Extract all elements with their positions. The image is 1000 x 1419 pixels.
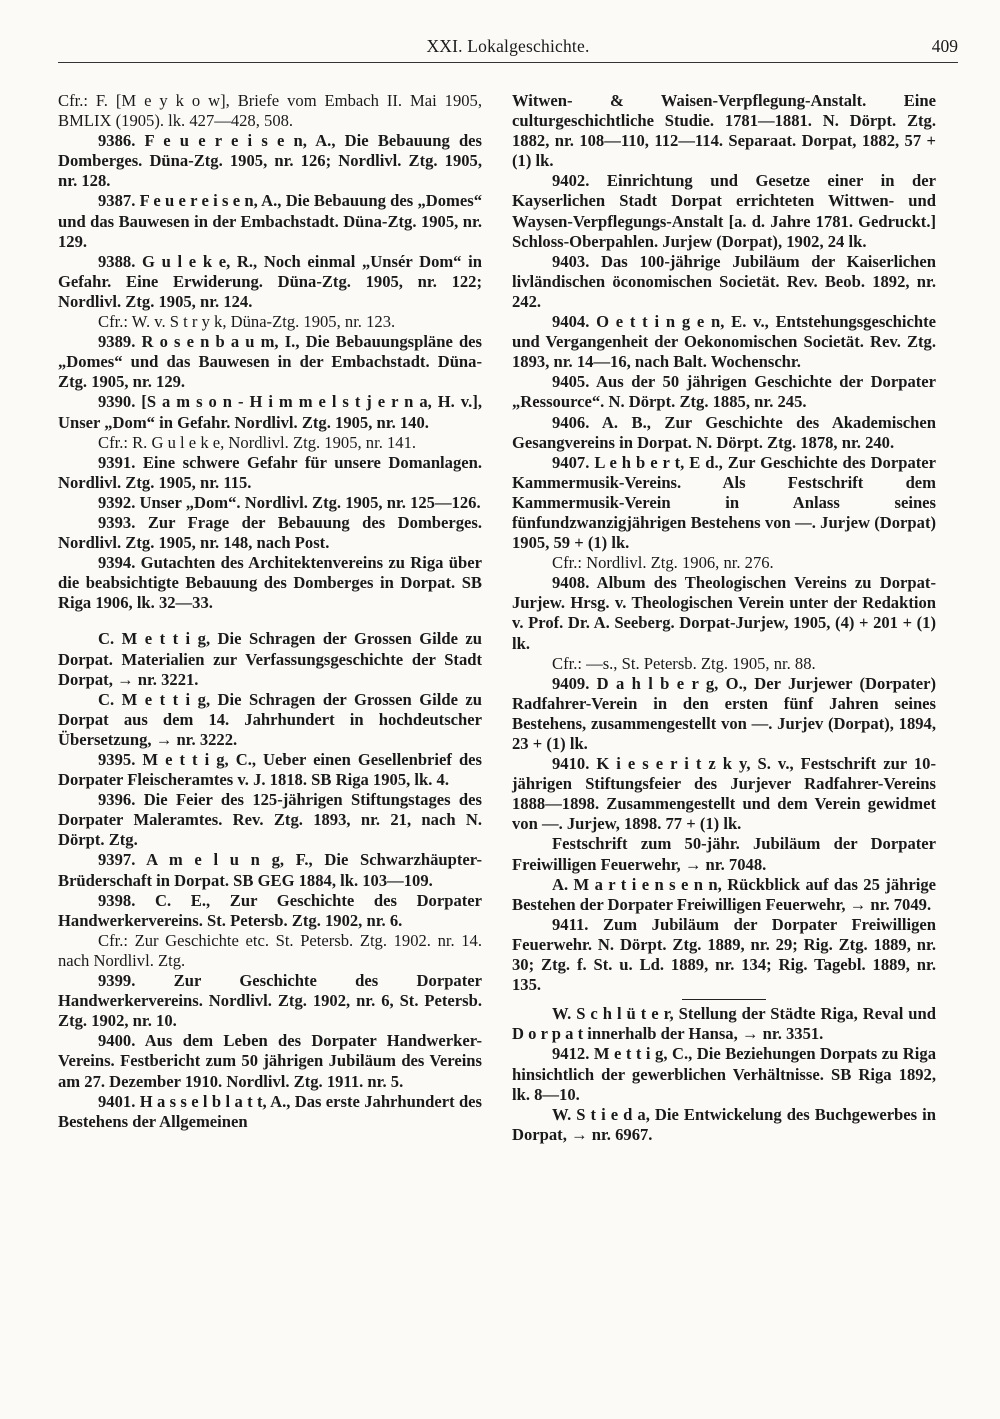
bibliography-entry: 9406. A. B., Zur Geschichte des Akademischen Gesangvereins in Dorpat. N. Dörpt. Ztg. 1878, nr. 240. [512, 412, 936, 452]
bibliography-entry: 9403. Das 100-jährige Jubiläum der Kaiserlichen livländischen öconomischen Societät. Rev. Beob. 1892, nr. 242. [512, 251, 936, 311]
bibliography-entry: 9387. F e u e r e i s e n, A., Die Bebauung des „Domes“ und das Bauwesen in der Embachstadt. Düna-Ztg. 1905, nr. 129. [58, 191, 482, 251]
bibliography-entry: 9412. M e t t i g, C., Die Beziehungen Dorpats zu Riga hinsichtlich der gewerblichen Verhältnisse. SB Riga 1892, lk. 8—10. [512, 1044, 936, 1104]
bibliography-entry: A. M a r t i e n s e n n, Rückblick auf das 25 jährige Bestehen der Dorpater Freiwilligen Feuerwehr, → nr. 7049. [512, 874, 936, 914]
running-head [58, 30, 958, 60]
bibliography-entry: 9391. Eine schwere Gefahr für unsere Domanlagen. Nordlivl. Ztg. 1905, nr. 115. [58, 452, 482, 492]
bibliography-entry: W. S t i e d a, Die Entwickelung des Buchgewerbes in Dorpat, → nr. 6967. [512, 1104, 936, 1144]
right-column [512, 91, 936, 1145]
section-divider [682, 999, 766, 1000]
bibliography-entry: 9402. Einrichtung und Gesetze einer in der Kayserlichen Stadt Dorpat errichteten Wittwen- und Waysen-Verpflegungs-Anstalt [a. d. Jahre 1781. Gedruckt.] Schloss-Oberpahlen. Jurjew (Dorpat), 1902, 24 lk. [512, 171, 936, 251]
header-rule [58, 62, 958, 63]
bibliography-entry: 9404. O e t t i n g e n, E. v., Entstehungsgeschichte und Vergangenheit der Oekonomischen Societät. Rev. Ztg. 1893, nr. 14—16, nach Balt. Wochenschr. [512, 312, 936, 372]
cross-reference: Cfr.: F. [M e y k o w], Briefe vom Embach II. Mai 1905, BMLIX (1905). lk. 427—428, 508. [58, 91, 482, 131]
cross-reference: Cfr.: W. v. S t r y k, Düna-Ztg. 1905, nr. 123. [98, 312, 396, 332]
bibliography-entry: 9392. Unser „Dom“. Nordlivl. Ztg. 1905, nr. 125—126. [98, 492, 481, 512]
bibliography-entry: C. M e t t i g, Die Schragen der Grossen Gilde zu Dorpat. Materialien zur Verfassungsgeschichte der Stadt Dorpat, → nr. 3221. [58, 629, 482, 689]
bibliography-entry: 9393. Zur Frage der Bebauung des Domberges. Nordlivl. Ztg. 1905, nr. 148, nach Post. [58, 512, 482, 553]
cross-reference: Cfr.: Zur Geschichte etc. St. Petersb. Ztg. 1902. nr. 14. nach Nordlivl. Ztg. [58, 930, 482, 970]
bibliography-entry: 9405. Aus der 50 jährigen Geschichte der Dorpater „Ressource“. N. Dörpt. Ztg. 1885, nr. 245. [512, 372, 936, 412]
bibliography-entry: 9386. F e u e r e i s e n, A., Die Bebauung des Domberges. Düna-Ztg. 1905, nr. 126; Nordlivl. Ztg. 1905, nr. 128. [58, 131, 482, 191]
bibliography-entry: 9401. H a s s e l b l a t t, A., Das erste Jahrhundert des Bestehens der Allgemeinen [58, 1091, 482, 1131]
section-gap [58, 613, 482, 629]
bibliography-entry: 9407. L e h b e r t, E d., Zur Geschichte des Dorpater Kammermusik-Vereins. Als Festschrift dem Kammermusik-Verein in Anlass seines fünfundzwanzigjährigen Bestehens von —. Jurjew (Dorpat) 1905, 59 + (1) lk. [512, 452, 936, 553]
bibliography-entry: 9394. Gutachten des Architektenvereins zu Riga über die beabsichtigte Bebauung des Domberges in Dorpat. SB Riga 1906, lk. 32—33. [58, 553, 482, 613]
cross-reference: Cfr.: Nordlivl. Ztg. 1906, nr. 276. [552, 553, 774, 573]
left-column [58, 91, 482, 1132]
bibliography-entry: 9409. D a h l b e r g, O., Der Jurjewer (Dorpater) Radfahrer-Verein in den ersten fünf Jahren seines Bestehens, zusammengestellt von —. Jurjev (Dorpat), 1894, 23 + (1) lk. [512, 673, 936, 753]
bibliography-entry: 9397. A m e l u n g, F., Die Schwarzhäupter-Brüderschaft in Dorpat. SB GEG 1884, lk. 103—109. [58, 850, 482, 890]
bibliography-entry: W. S c h l ü t e r, Stellung der Städte Riga, Reval und D o r p a t innerhalb der Hansa, → nr. 3351. [512, 1004, 936, 1044]
bibliography-entry: 9395. M e t t i g, C., Ueber einen Gesellenbrief des Dorpater Fleischeramtes v. J. 1818. SB Riga 1905, lk. 4. [58, 750, 482, 790]
cross-reference: Cfr.: R. G u l e k e, Nordlivl. Ztg. 1905, nr. 141. [98, 432, 417, 452]
bibliography-entry: Witwen- & Waisen-Verpflegung-Anstalt. Eine culturgeschichtliche Studie. 1781—1881. N. Dörpt. Ztg. 1882, nr. 108—110, 112—114. Separaat. Dorpat, 1882, 57 + (1) lk. [512, 91, 936, 171]
bibliography-entry: Festschrift zum 50-jähr. Jubiläum der Dorpater Freiwilligen Feuerwehr, → nr. 7048. [512, 834, 936, 874]
bibliography-entry: 9389. R o s e n b a u m, I., Die Bebauungspläne des „Domes“ und das Bauwesen in der Embachstadt. Düna-Ztg. 1905, nr. 129. [58, 332, 482, 392]
cross-reference: Cfr.: —s., St. Petersb. Ztg. 1905, nr. 88. [552, 653, 816, 673]
bibliography-entry: 9410. K i e s e r i t z k y, S. v., Festschrift zur 10-jährigen Stiftungsfeier des Jurjever Radfahrer-Vereins 1888—1898. Zusammengestellt und dem Verein gewidmet von —. Jurjew, 1898. 77 + (1) lk. [512, 754, 936, 834]
bibliography-entry: 9388. G u l e k e, R., Noch einmal „Unsér Dom“ in Gefahr. Eine Erwiderung. Düna-Ztg. 1905, nr. 122; Nordlivl. Ztg. 1905, nr. 124. [58, 251, 482, 311]
bibliography-entry: 9408. Album des Theologischen Vereins zu Dorpat-Jurjew. Hrsg. v. Theologischen Verein unter der Redaktion v. Prof. Dr. A. Seeberg. Dorpat-Jurjew, 1905, (4) + 201 + (1) lk. [512, 573, 936, 653]
bibliography-entry: 9390. [S a m s o n - H i m m e l s t j e r n a, H. v.], Unser „Dom“ in Gefahr. Nordlivl. Ztg. 1905, nr. 140. [58, 392, 482, 432]
bibliography-entry: 9398. C. E., Zur Geschichte des Dorpater Handwerkervereins. St. Petersb. Ztg. 1902, nr. 6. [58, 890, 482, 930]
bibliography-entry: 9400. Aus dem Leben des Dorpater Handwerker-Vereins. Festbericht zum 50 jährigen Jubiläum des Vereins am 27. Dezember 1910. Nordlivl. Ztg. 1911. nr. 5. [58, 1031, 482, 1091]
chapter-title: XXI. Lokalgeschichte. [426, 36, 590, 56]
bibliography-entry: C. M e t t i g, Die Schragen der Grossen Gilde zu Dorpat aus dem 14. Jahrhundert in hochdeutscher Übersetzung, → nr. 3222. [58, 689, 482, 749]
bibliography-entry: 9411. Zum Jubiläum der Dorpater Freiwilligen Feuerwehr. N. Dörpt. Ztg. 1889, nr. 29; Rig. Ztg. 1889, nr. 30; Ztg. f. St. u. Ld. 1889, nr. 134; Rig. Tagebl. 1889, nr. 135. [512, 914, 936, 995]
bibliography-entry: 9396. Die Feier des 125-jährigen Stiftungstages des Dorpater Maleramtes. Rev. Ztg. 1893, nr. 21, nach N. Dörpt. Ztg. [58, 790, 482, 850]
page-number: 409 [931, 36, 958, 56]
bibliography-entry: 9399. Zur Geschichte des Dorpater Handwerkervereins. Nordlivl. Ztg. 1902, nr. 6, St. Petersb. Ztg. 1902, nr. 10. [58, 971, 482, 1031]
